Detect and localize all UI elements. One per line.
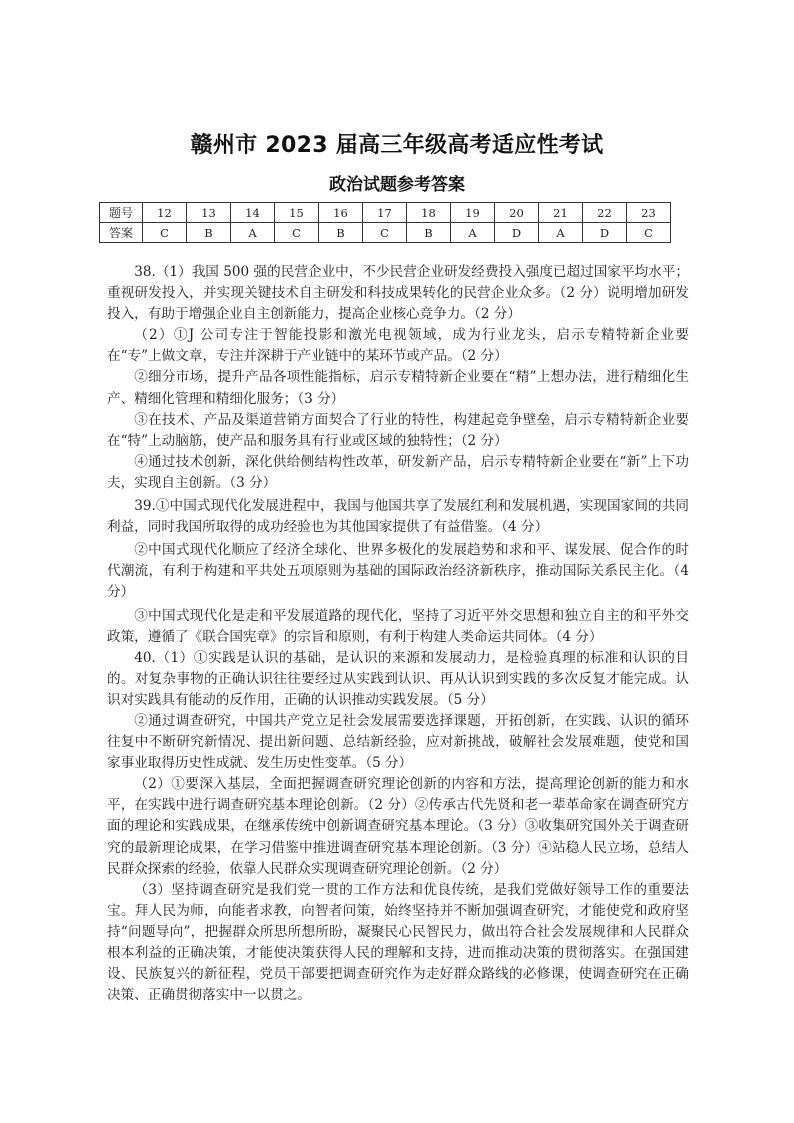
answer-38-part-2-point-1: （2）①J 公司专注于智能投影和激光电视领域，成为行业龙头，启示专精特新企业要在“专”上做文章，专注并深耕于产业链中的某环节或产品。（2 分） xyxy=(107,327,689,365)
question-number: 18 xyxy=(407,203,451,223)
row-label-question: 题号 xyxy=(100,203,143,223)
answer-letter: A xyxy=(231,223,275,243)
answer-letter: B xyxy=(407,223,451,243)
question-number: 22 xyxy=(583,203,627,223)
answer-letter: C xyxy=(627,223,671,243)
question-number: 19 xyxy=(451,203,495,223)
answer-explanations xyxy=(107,262,689,1006)
answer-letter: A xyxy=(539,223,583,243)
answer-letter: D xyxy=(495,223,539,243)
answer-letter: C xyxy=(363,223,407,243)
question-number: 20 xyxy=(495,203,539,223)
question-number: 17 xyxy=(363,203,407,223)
answer-38-part-1: 38.（1）我国 500 强的民营企业中，不少民营企业研发经费投入强度已超过国家平均水平；重视研发投入，并实现关键技术自主研发和科技成果转化的民营企业众多。（2 分）说明增加研发投入，有助于增强企业自主创新能力，提高企业核心竞争力。（2 分） xyxy=(107,264,689,323)
question-number-row xyxy=(100,203,671,223)
answer-39-point-1: 39.①中国式现代化发展进程中，我国与他国共享了发展红利和发展机遇，实现国家间的共同利益，同时我国所取得的成功经验也为其他国家提供了有益借鉴。（4 分） xyxy=(107,498,689,536)
question-number: 13 xyxy=(187,203,231,223)
question-number: 15 xyxy=(275,203,319,223)
answer-38-part-2-point-4: ④通过技术创新，深化供给侧结构性改革，研发新产品，启示专精特新企业要在“新”上下功夫，实现自主创新。（3 分） xyxy=(107,453,689,491)
answer-key-table xyxy=(99,202,671,243)
answer-38-part-2-point-3: ③在技术、产品及渠道营销方面契合了行业的特性，构建起竞争壁垒，启示专精特新企业要在“特”上动脑筋，使产品和服务具有行业或区域的独特性；（2 分） xyxy=(107,411,689,449)
answer-row xyxy=(100,223,671,243)
answer-letter: D xyxy=(583,223,627,243)
answer-39-point-2: ②中国式现代化顺应了经济全球化、世界多极化的发展趋势和求和平、谋发展、促合作的时代潮流，有利于构建和平共处五项原则为基础的国际政治经济新秩序，推动国际关系民主化。（4 分） xyxy=(107,542,689,601)
answer-38-part-2-point-2: ②细分市场，提升产品各项性能指标，启示专精特新企业要在“精”上想办法，进行精细化生产、精细化管理和精细化服务；（3 分） xyxy=(107,369,689,407)
document-title: 赣州市 2023 届高三年级高考适应性考试 xyxy=(190,133,604,158)
answer-40-part-1-point-1: 40.（1）①实践是认识的基础，是认识的来源和发展动力，是检验真理的标准和认识的目的。对复杂事物的正确认识往往要经过从实践到认识、再从认识到实践的多次反复才能完成。认识对实践具有能动的反作用，正确的认识推动实践发展。（5 分） xyxy=(107,649,689,708)
answer-40-part-1-point-2: ②通过调查研究，中国共产党立足社会发展需要选择课题，开拓创新，在实践、认识的循环往复中不断研究新情况、提出新问题、总结新经验，应对新挑战，破解社会发展难题，使党和国家事业取得历史性成就、发生历史性变革。（5 分） xyxy=(107,712,689,772)
answer-letter: B xyxy=(187,223,231,243)
answer-letter: C xyxy=(275,223,319,243)
answer-letter: A xyxy=(451,223,495,243)
answer-40-part-3: （3）坚持调查研究是我们党一贯的工作方法和优良传统，是我们党做好领导工作的重要法宝。拜人民为师，向能者求教，向智者问策，始终坚持并不断加强调查研究，才能使党和政府坚持“问题导向”，把握群众所思所想所盼，凝聚民心民智民力，做出符合社会发展规律和人民群众根本利益的正确决策，才能使决策获得人民的理解和支持，进而推动决策的贯彻落实。在强国建设、民族复兴的新征程，党员干部要把调查研究作为走好群众路线的必修课，使调查研究在正确决策、正确贯彻落实中一以贯之。 xyxy=(107,881,689,1004)
row-label-answer: 答案 xyxy=(100,223,143,243)
answer-letter: B xyxy=(319,223,363,243)
question-number: 14 xyxy=(231,203,275,223)
question-number: 12 xyxy=(143,203,187,223)
question-number: 21 xyxy=(539,203,583,223)
question-number: 16 xyxy=(319,203,363,223)
document-subtitle: 政治试题参考答案 xyxy=(329,175,465,195)
answer-40-part-2: （2）①要深入基层，全面把握调查研究理论创新的内容和方法，提高理论创新的能力和水平，在实践中进行调查研究基本理论创新。（2 分）②传承古代先贤和老一辈革命家在调查研究方面的理论和实践成果，在继承传统中创新调查研究基本理论。（3 分）③收集研究国外关于调查研究的最新理论成果，在学习借鉴中推进调查研究基本理论创新。（3 分）④站稳人民立场，总结人民群众探索的经验，依靠人民群众实现调查研究理论创新。（2 分） xyxy=(107,776,689,877)
answer-letter: C xyxy=(143,223,187,243)
answer-39-point-3: ③中国式现代化是走和平发展道路的现代化，坚持了习近平外交思想和独立自主的和平外交政策，遵循了《联合国宪章》的宗旨和原则，有利于构建人类命运共同体。（4 分） xyxy=(107,607,689,645)
question-number: 23 xyxy=(627,203,671,223)
